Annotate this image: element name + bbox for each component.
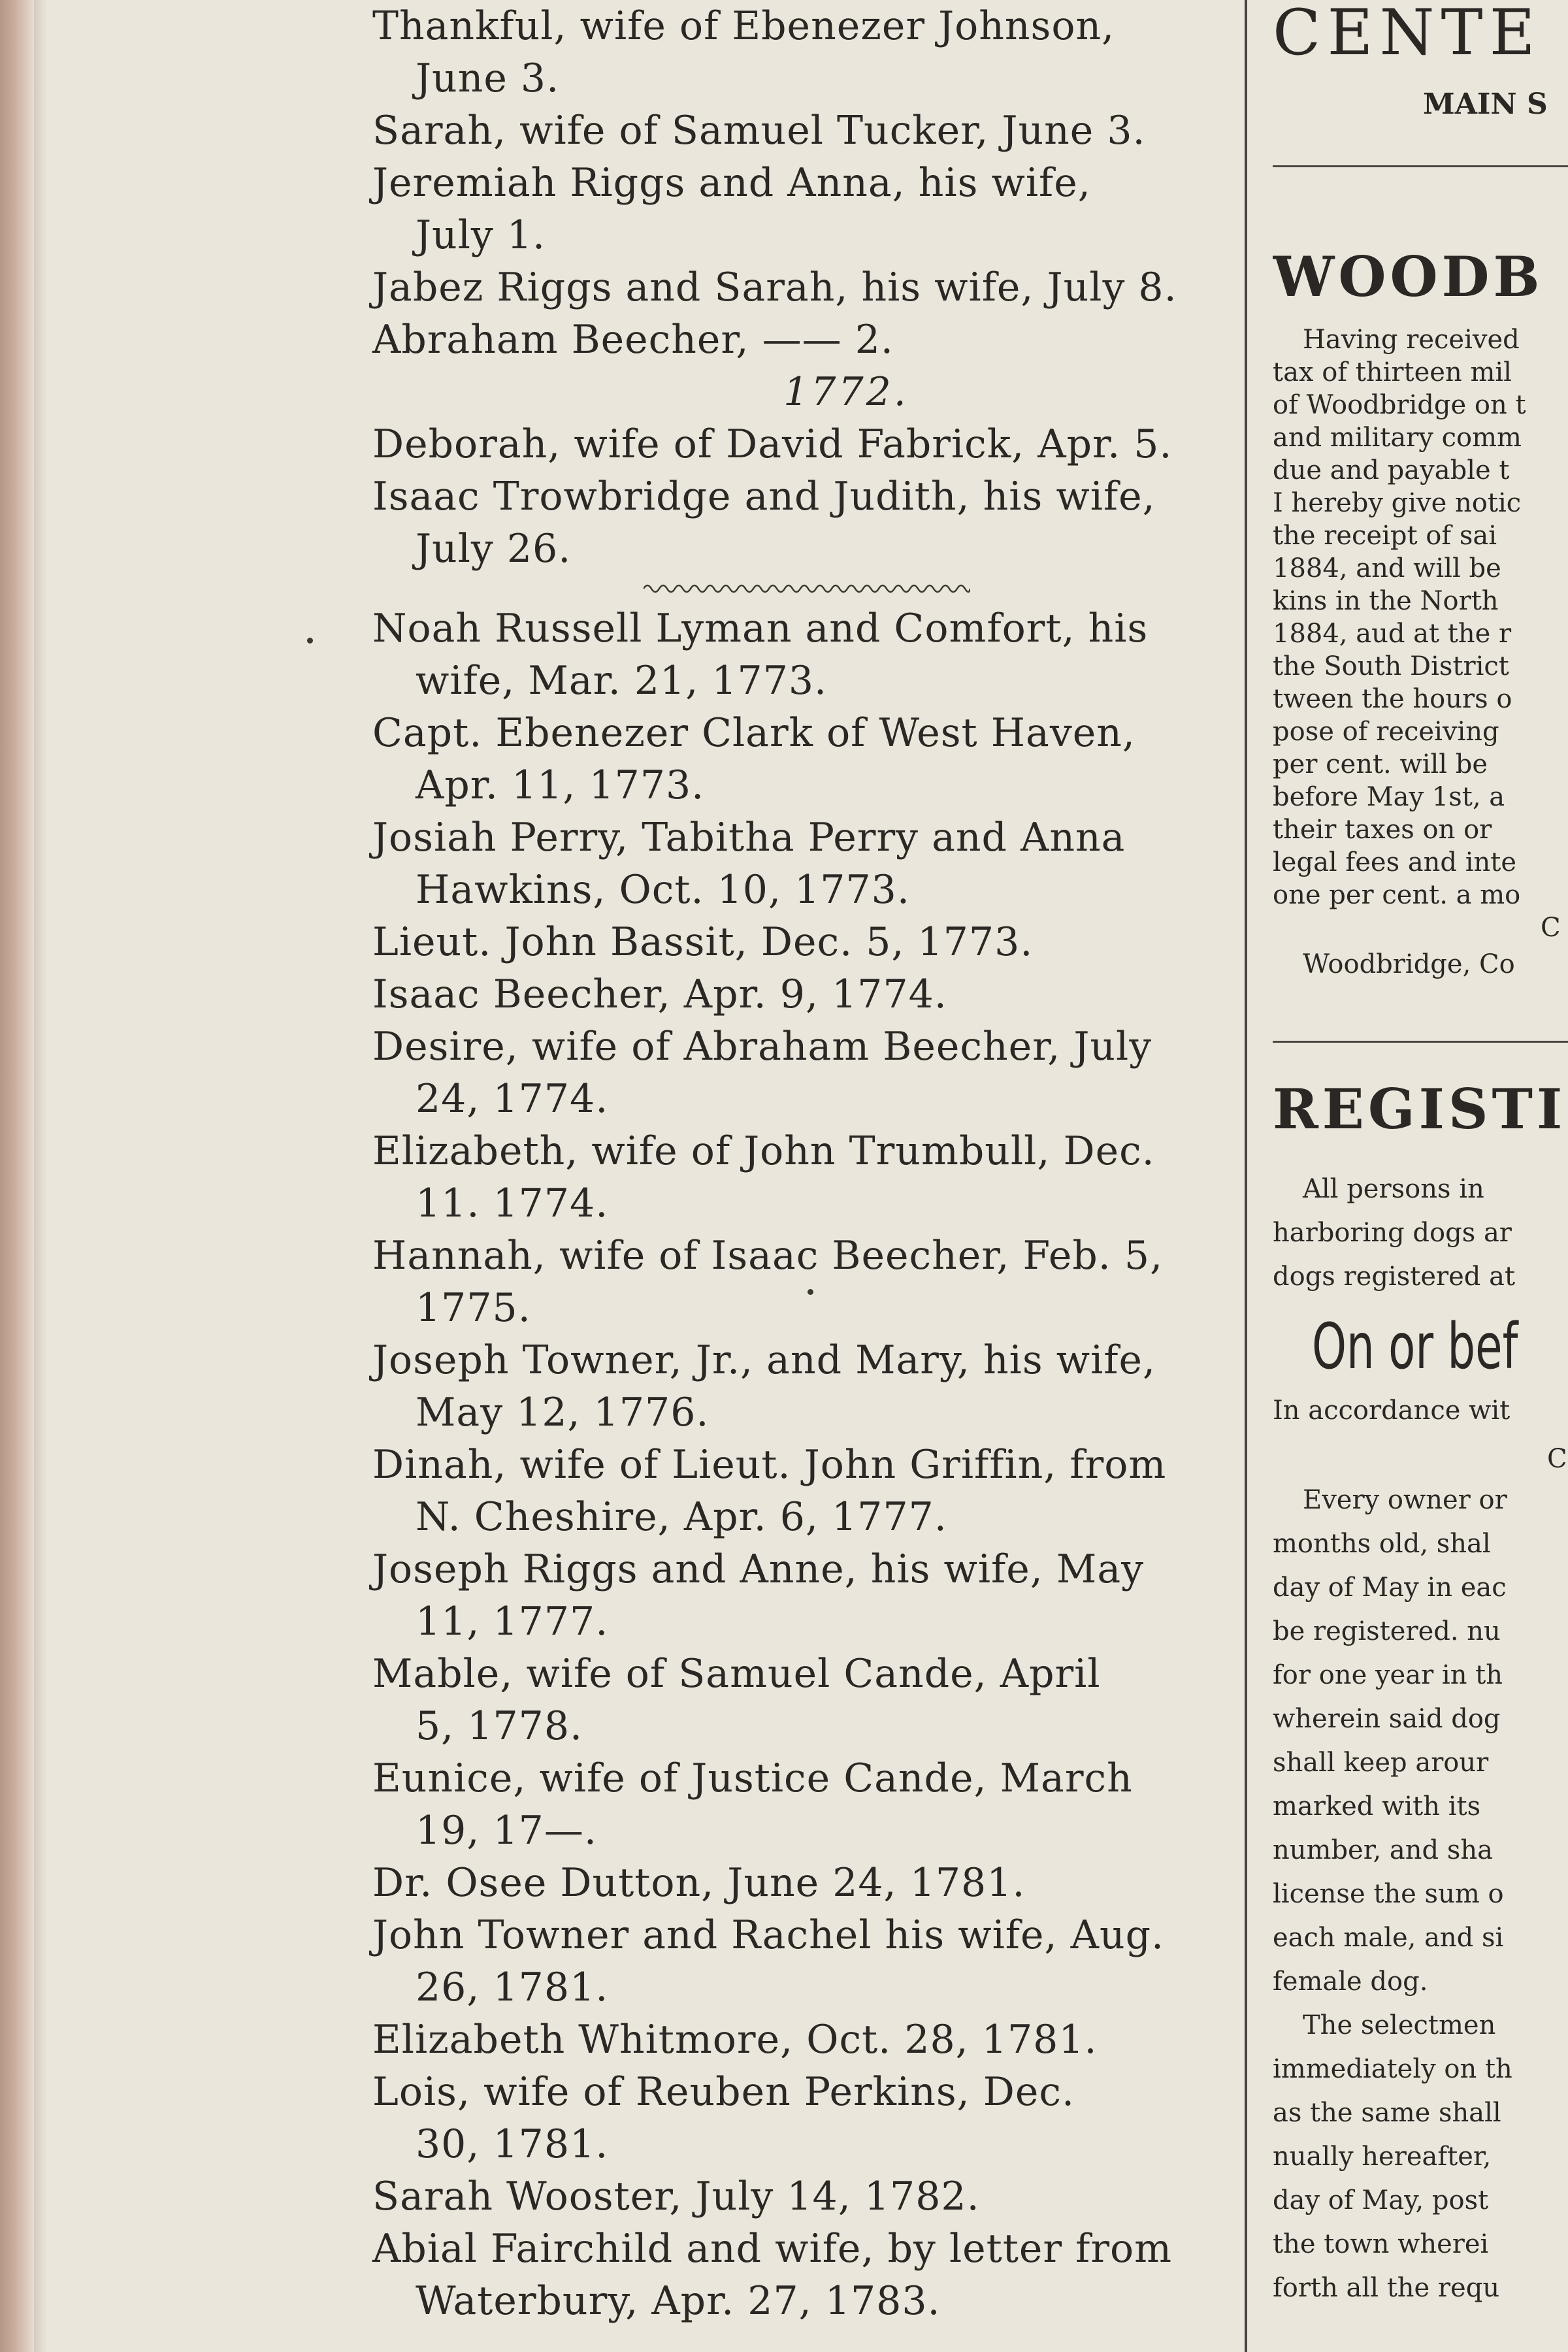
- list-entry: John Towner and Rachel his wife, Aug. 26, 1781.: [372, 1912, 1165, 2010]
- notice-line: In accordance wit: [1273, 1396, 1511, 1426]
- notice-line: wherein said dog: [1273, 1704, 1501, 1734]
- list-entry: Capt. Ebenezer Clark of West Haven, Apr. 11, 1773.: [372, 710, 1135, 808]
- notice-line: per cent. will be: [1273, 749, 1488, 779]
- notice-line: female dog.: [1273, 1967, 1428, 1997]
- dog-notice-body: [1273, 1478, 1568, 2310]
- list-entry: Thankful, wife of Ebenezer Johnson, June 3.: [372, 3, 1115, 101]
- column-divider-rule: [1245, 0, 1247, 2352]
- page-binding-shadow: [34, 0, 47, 2352]
- notice-line: 1884, aud at the r: [1273, 619, 1512, 649]
- list-entry: Deborah, wife of David Fabrick, Apr. 5.: [372, 421, 1173, 467]
- notice-line: kins in the North: [1273, 586, 1499, 616]
- notice-line: before May 1st, a: [1273, 782, 1505, 812]
- dog-notice-title: REGISTI: [1273, 1077, 1567, 1141]
- list-entry: Hannah, wife of Isaac Beecher, Feb. 5, 1775.: [372, 1233, 1164, 1331]
- list-entry: Isaac Beecher, Apr. 9, 1774.: [372, 972, 947, 1017]
- notice-line: shall keep arour: [1273, 1748, 1489, 1778]
- list-entry: Joseph Riggs and Anne, his wife, May 11, 1777.: [372, 1546, 1145, 1644]
- list-entry: Eunice, wife of Justice Cande, March 19, 17—.: [372, 1756, 1133, 1854]
- notice-line: pose of receiving: [1273, 717, 1499, 747]
- page-binding-edge: [0, 0, 34, 2352]
- list-entry: Lois, wife of Reuben Perkins, Dec. 30, 1781.: [372, 2069, 1075, 2167]
- notice-line: be registered. nu: [1273, 1616, 1501, 1646]
- notice-line: 1884, and will be: [1273, 553, 1501, 583]
- list-entry: Jabez Riggs and Sarah, his wife, July 8.: [372, 265, 1177, 310]
- notice-line: Having received: [1303, 325, 1520, 355]
- section-rule: [1273, 165, 1568, 167]
- entries-after-year: [372, 418, 1241, 575]
- list-entry: Sarah Wooster, July 14, 1782.: [372, 2174, 980, 2219]
- notice-section-letter: C: [1547, 1444, 1567, 1474]
- list-entry: Elizabeth Whitmore, Oct. 28, 1781.: [372, 2017, 1098, 2063]
- entries-after-divider: [372, 602, 1241, 2327]
- tax-notice-title: WOODB: [1273, 244, 1544, 309]
- notice-line: the South District: [1273, 651, 1509, 681]
- section-rule: [1273, 1041, 1568, 1043]
- notice-line: as the same shall: [1273, 2098, 1501, 2128]
- wavy-divider: [372, 575, 1241, 602]
- list-entry: Dinah, wife of Lieut. John Griffin, from N. Cheshire, Apr. 6, 1777.: [372, 1442, 1167, 1540]
- notice-line: day of May, post: [1273, 2185, 1489, 2215]
- notice-line: months old, shal: [1273, 1529, 1491, 1559]
- notice-line: The selectmen: [1303, 2010, 1496, 2040]
- list-entry: Mable, wife of Samuel Cande, April 5, 1778.: [372, 1651, 1101, 1749]
- list-entry: Josiah Perry, Tabitha Perry and Anna Hawkins, Oct. 10, 1773.: [372, 815, 1126, 913]
- tax-notice: [1273, 244, 1568, 981]
- notice-line: legal fees and inte: [1273, 847, 1517, 877]
- notice-dateline: Woodbridge, Co: [1303, 949, 1515, 979]
- list-entry: Abial Fairchild and wife, by letter from Waterbury, Apr. 27, 1783.: [372, 2226, 1173, 2324]
- masthead-title: CENTE: [1273, 0, 1542, 69]
- notice-line: forth all the requ: [1273, 2273, 1500, 2303]
- notice-line: the town wherei: [1273, 2229, 1489, 2259]
- notices-column: [1273, 0, 1568, 2352]
- list-entry: Isaac Trowbridge and Judith, his wife, July 26.: [372, 474, 1156, 572]
- notice-line: one per cent. a mo: [1273, 880, 1521, 910]
- notice-line: their taxes on or: [1273, 815, 1492, 845]
- list-entry: Lieut. John Bassit, Dec. 5, 1773.: [372, 919, 1034, 965]
- list-entry: Sarah, wife of Samuel Tucker, June 3.: [372, 108, 1146, 154]
- notice-line: of Woodbridge on t: [1273, 390, 1526, 420]
- notice-line: tax of thirteen mil: [1273, 357, 1512, 387]
- notice-signature: C: [1541, 913, 1561, 943]
- notice-line: All persons in: [1303, 1174, 1484, 1204]
- masthead-subtitle: MAIN S: [1423, 88, 1548, 121]
- notice-line: number, and sha: [1273, 1835, 1493, 1865]
- notice-line: due and payable t: [1273, 455, 1510, 485]
- notice-line: harboring dogs ar: [1273, 1218, 1512, 1248]
- notice-line: for one year in th: [1273, 1660, 1503, 1690]
- wavy-divider-icon: [644, 581, 970, 596]
- list-entry: Jeremiah Riggs and Anna, his wife, July 1.: [372, 160, 1091, 258]
- year-heading: 1772.: [783, 369, 909, 415]
- notice-line: and military comm: [1273, 423, 1522, 453]
- list-entry: Elizabeth, wife of John Trumbull, Dec. 11. 1774.: [372, 1128, 1155, 1226]
- ink-speck: [307, 638, 313, 644]
- admissions-list-column: [372, 0, 1241, 2327]
- list-entry: Abraham Beecher, —— 2.: [372, 317, 894, 363]
- dog-notice-intro: [1273, 1168, 1568, 1299]
- tax-notice-body: [1273, 323, 1568, 981]
- list-entry: Noah Russell Lyman and Comfort, his wife, Mar. 21, 1773.: [372, 606, 1149, 704]
- notice-line: Every owner or: [1303, 1485, 1507, 1515]
- notice-line: dogs registered at: [1273, 1262, 1516, 1292]
- notice-line: marked with its: [1273, 1791, 1481, 1821]
- notice-line: nually hereafter,: [1273, 2142, 1492, 2172]
- notice-line: immediately on th: [1273, 2054, 1512, 2084]
- notice-line: license the sum o: [1273, 1879, 1504, 1909]
- notice-line: tween the hours o: [1273, 684, 1512, 714]
- list-entry: Joseph Towner, Jr., and Mary, his wife, May 12, 1776.: [372, 1337, 1156, 1435]
- notice-line: I hereby give notic: [1273, 488, 1522, 518]
- dog-registration-notice: [1273, 1077, 1568, 2310]
- list-entry: Dr. Osee Dutton, June 24, 1781.: [372, 1860, 1026, 1906]
- notice-line: each male, and si: [1273, 1923, 1504, 1953]
- deadline-headline: On or bef: [1312, 1310, 1518, 1383]
- entries-before-year: [372, 0, 1241, 366]
- notice-line: day of May in eac: [1273, 1573, 1507, 1603]
- list-entry: Desire, wife of Abraham Beecher, July 24, 1774.: [372, 1024, 1152, 1122]
- notice-line: the receipt of sai: [1273, 521, 1497, 551]
